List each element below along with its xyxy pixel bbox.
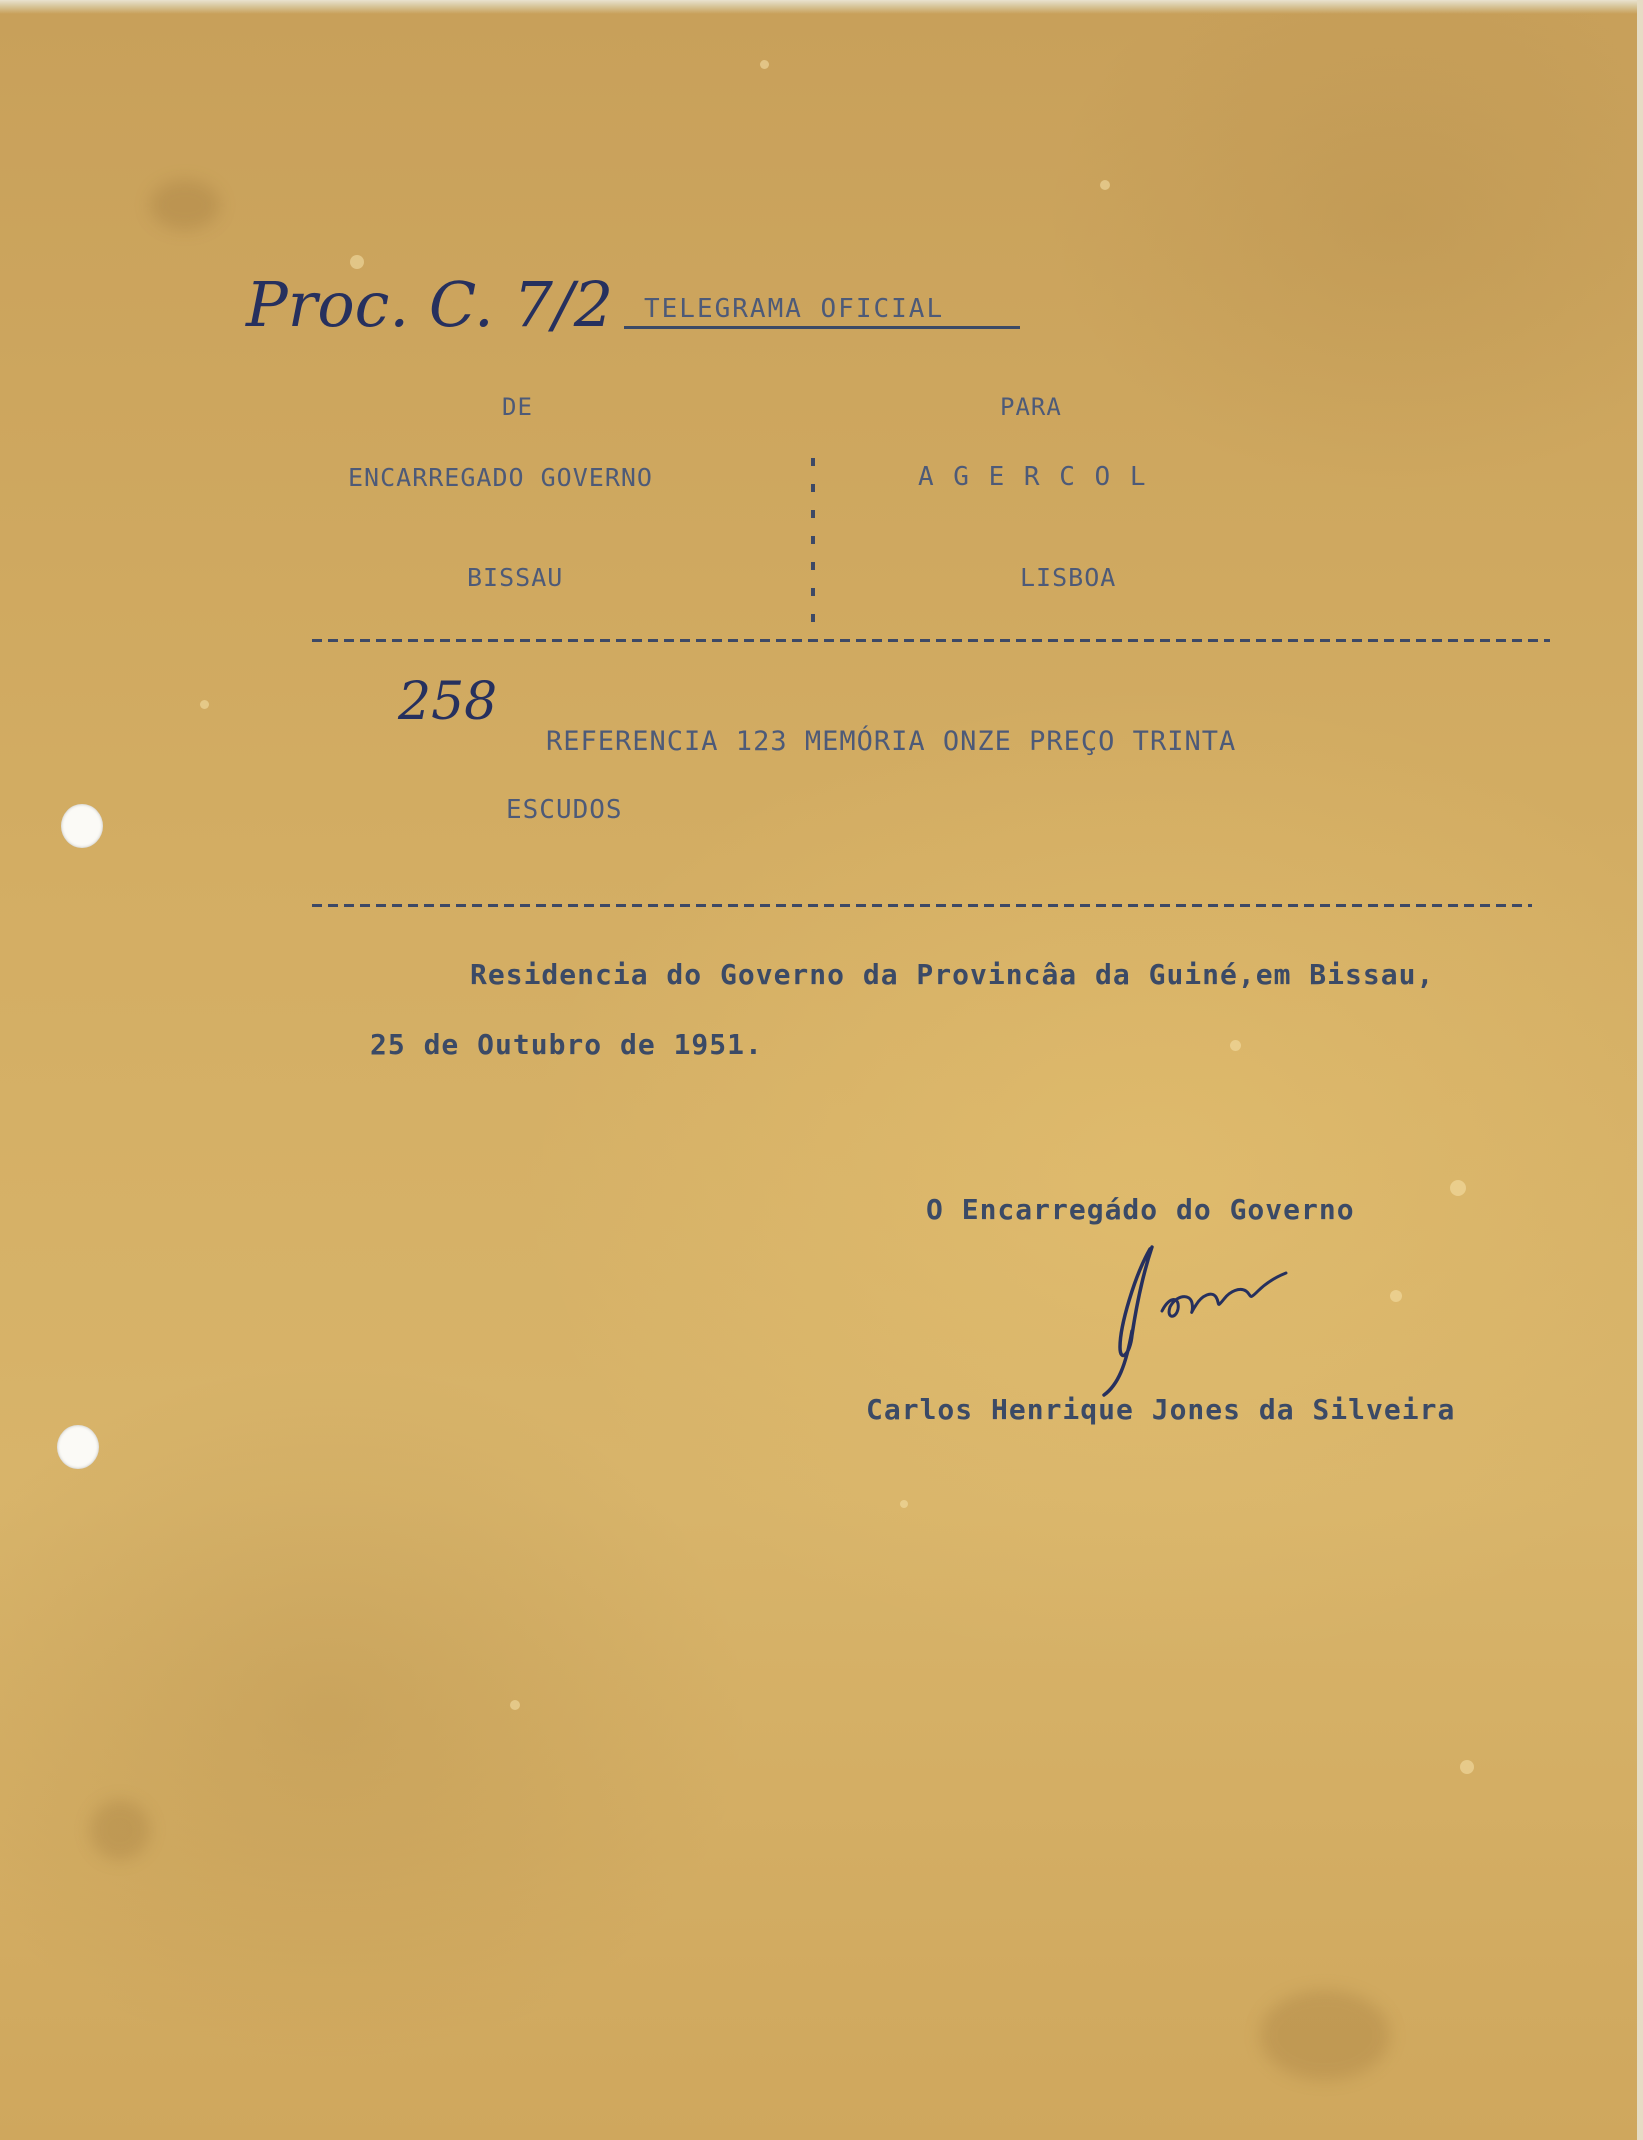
location-line: Residencia do Governo da Provincâa da Guiné,em Bissau, <box>470 958 1435 991</box>
signatory-name: Carlos Henrique Jones da Silveira <box>866 1393 1456 1426</box>
paper-right-edge <box>1637 0 1643 2140</box>
recipient-name: A G E R C O L <box>918 462 1148 492</box>
paper-speck <box>1450 1180 1466 1196</box>
paper-top-edge <box>0 0 1643 14</box>
date-line: 25 de Outubro de 1951. <box>370 1028 763 1061</box>
paper-speck <box>760 60 769 69</box>
punch-hole <box>61 804 103 848</box>
paper-stain <box>1260 1990 1390 2080</box>
recipient-place: LISBOA <box>1020 563 1117 592</box>
paper-speck <box>900 1500 908 1508</box>
handwritten-signature <box>1080 1235 1320 1405</box>
paper-speck <box>510 1700 520 1710</box>
signatory-role: O Encarregádo do Governo <box>926 1193 1355 1226</box>
routing-column-separator <box>811 458 815 638</box>
sender-name: ENCARREGADO GOVERNO <box>348 463 653 492</box>
handwritten-message-number: 258 <box>398 672 498 732</box>
paper-speck <box>1460 1760 1474 1774</box>
paper-stain <box>150 180 220 230</box>
paper-speck <box>200 700 209 709</box>
document-title: TELEGRAMA OFICIAL <box>644 294 945 324</box>
message-line-2: ESCUDOS <box>506 795 623 825</box>
paper-speck <box>1390 1290 1402 1302</box>
paper-speck <box>1230 1040 1241 1051</box>
title-underline <box>624 326 1020 329</box>
header-rule <box>312 639 1550 642</box>
paper-speck <box>1100 180 1110 190</box>
sender-place: BISSAU <box>467 563 564 592</box>
to-heading: PARA <box>1000 393 1062 421</box>
paper-speck <box>350 255 364 269</box>
message-rule <box>312 904 1532 907</box>
from-heading: DE <box>502 393 533 421</box>
message-line-1: REFERENCIA 123 MEMÓRIA ONZE PREÇO TRINTA <box>546 726 1237 757</box>
handwritten-file-reference: Proc. C. 7/2 <box>246 268 614 341</box>
paper-stain <box>90 1800 150 1860</box>
punch-hole <box>57 1425 99 1469</box>
